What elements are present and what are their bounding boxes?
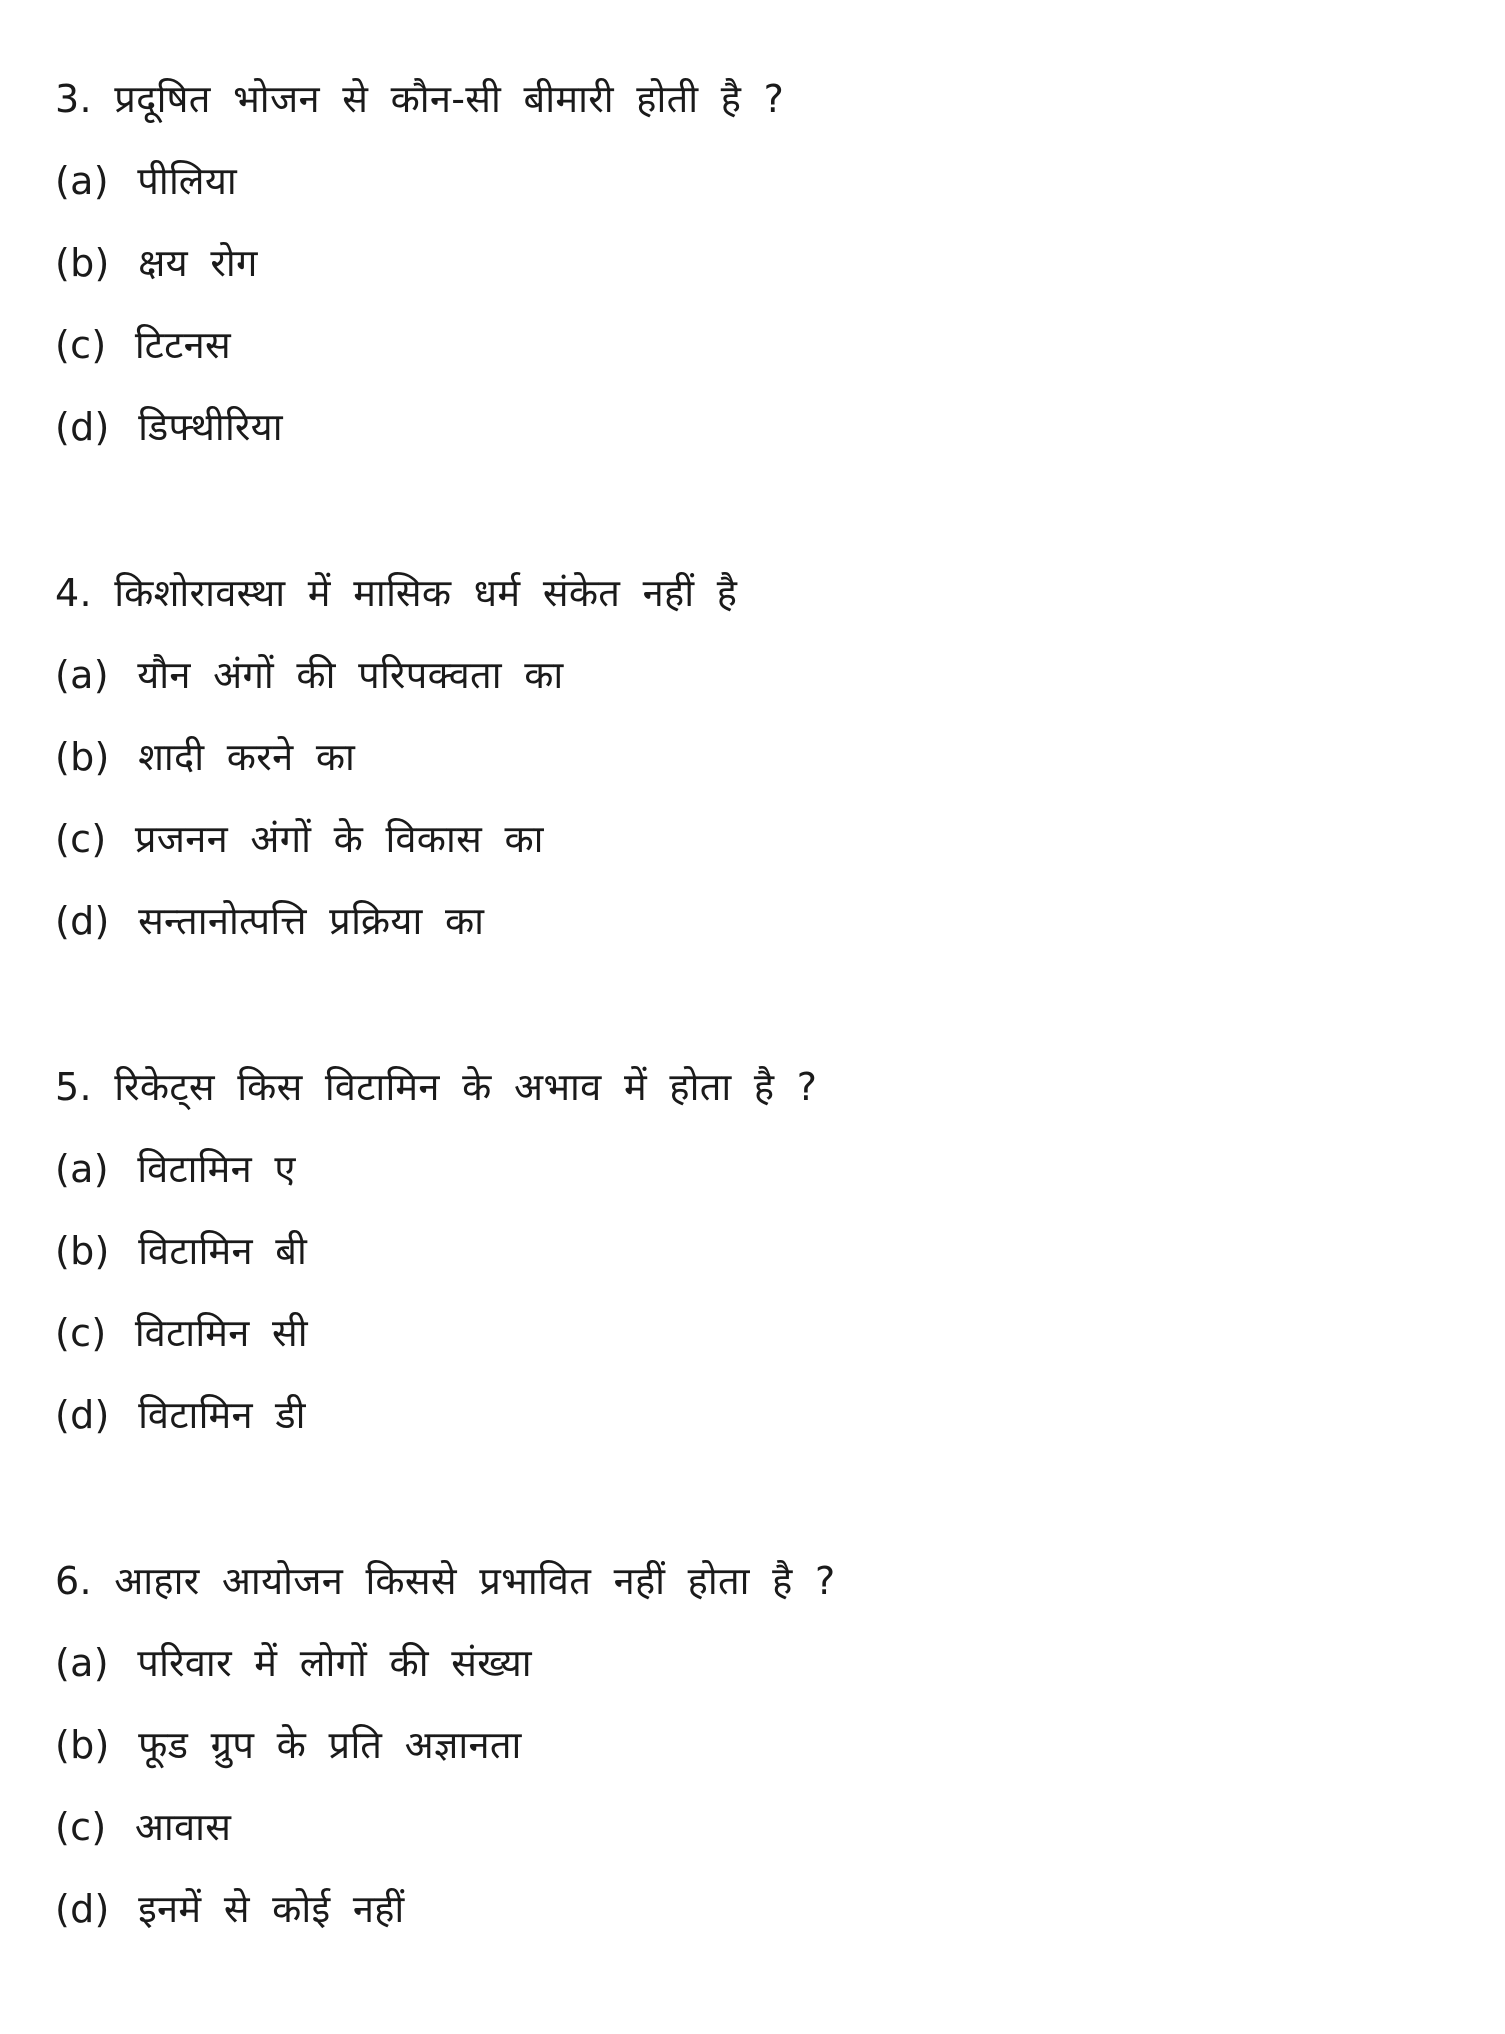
question-number: 3. — [55, 77, 92, 121]
option-d — [55, 1374, 1455, 1456]
option-text: विटामिन बी — [138, 1229, 308, 1273]
option-a — [55, 1622, 1455, 1704]
option-c — [55, 1292, 1455, 1374]
option-d — [55, 386, 1455, 468]
option-letter: (c) — [55, 1311, 107, 1355]
question-stem: प्रदूषित भोजन से कौन-सी बीमारी होती है ? — [114, 77, 785, 121]
question-3 — [55, 58, 1455, 468]
option-letter: (a) — [55, 159, 109, 203]
option-letter: (b) — [55, 1723, 110, 1767]
question-5 — [55, 1046, 1455, 1456]
option-text: पीलिया — [137, 159, 238, 203]
option-letter: (a) — [55, 653, 109, 697]
question-number: 5. — [55, 1065, 92, 1109]
option-a — [55, 634, 1455, 716]
option-letter: (b) — [55, 241, 110, 285]
question-number: 6. — [55, 1559, 92, 1603]
option-letter: (d) — [55, 899, 110, 943]
option-letter: (c) — [55, 323, 107, 367]
option-text: विटामिन ए — [137, 1147, 296, 1191]
option-text: शादी करने का — [138, 735, 356, 779]
option-letter: (b) — [55, 735, 110, 779]
option-text: डिफ्थीरिया — [138, 405, 283, 449]
option-letter: (a) — [55, 1641, 109, 1685]
question-text — [55, 1540, 1455, 1622]
question-sheet — [55, 58, 1455, 1950]
option-letter: (b) — [55, 1229, 110, 1273]
option-text: क्षय रोग — [138, 241, 258, 285]
option-b — [55, 716, 1455, 798]
option-letter: (c) — [55, 1805, 107, 1849]
question-6 — [55, 1540, 1455, 1950]
option-d — [55, 1868, 1455, 1950]
option-text: प्रजनन अंगों के विकास का — [134, 817, 544, 861]
option-letter: (a) — [55, 1147, 109, 1191]
question-number: 4. — [55, 571, 92, 615]
question-stem: रिकेट्स किस विटामिन के अभाव में होता है ? — [114, 1065, 818, 1109]
option-letter: (d) — [55, 405, 110, 449]
option-text: सन्तानोत्पत्ति प्रक्रिया का — [138, 899, 485, 943]
question-text — [55, 552, 1455, 634]
option-text: टिटनस — [134, 323, 231, 367]
option-text: यौन अंगों की परिपक्वता का — [137, 653, 564, 697]
option-text: इनमें से कोई नहीं — [138, 1887, 405, 1931]
option-a — [55, 1128, 1455, 1210]
option-text: विटामिन सी — [134, 1311, 308, 1355]
option-c — [55, 798, 1455, 880]
option-b — [55, 1704, 1455, 1786]
option-c — [55, 304, 1455, 386]
option-letter: (c) — [55, 817, 107, 861]
option-letter: (d) — [55, 1887, 110, 1931]
option-b — [55, 1210, 1455, 1292]
question-4 — [55, 552, 1455, 962]
option-letter: (d) — [55, 1393, 110, 1437]
option-c — [55, 1786, 1455, 1868]
option-text: विटामिन डी — [138, 1393, 306, 1437]
option-text: फूड ग्रुप के प्रति अज्ञानता — [138, 1723, 522, 1767]
question-text — [55, 1046, 1455, 1128]
question-stem: किशोरावस्था में मासिक धर्म संकेत नहीं है — [114, 571, 738, 615]
option-a — [55, 140, 1455, 222]
question-stem: आहार आयोजन किससे प्रभावित नहीं होता है ? — [114, 1559, 836, 1603]
option-b — [55, 222, 1455, 304]
option-text: आवास — [134, 1805, 232, 1849]
option-d — [55, 880, 1455, 962]
question-text — [55, 58, 1455, 140]
option-text: परिवार में लोगों की संख्या — [137, 1641, 532, 1685]
